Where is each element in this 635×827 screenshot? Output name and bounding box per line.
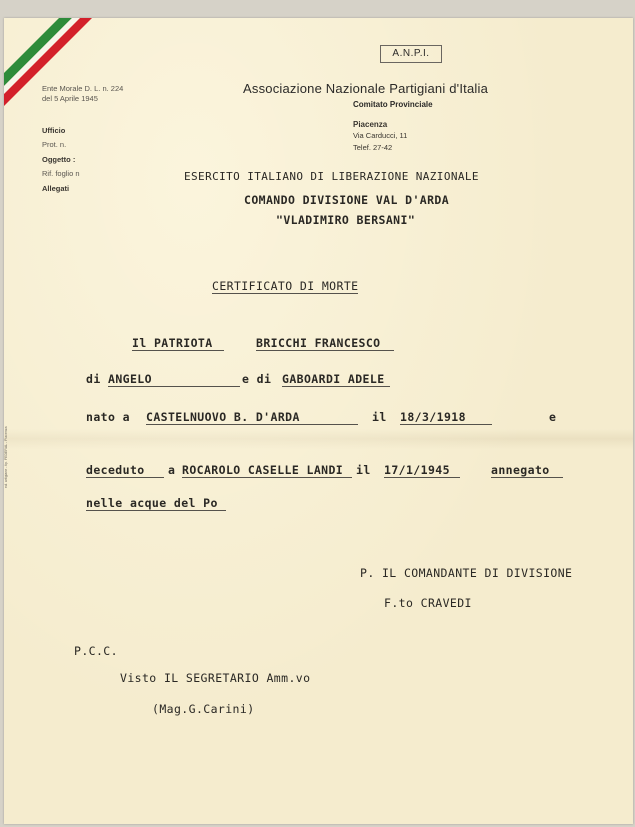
death-cause: annegato bbox=[491, 463, 563, 478]
secretary-name: (Mag.G.Carini) bbox=[152, 702, 255, 716]
association-title: Associazione Nazionale Partigiani d'Italia bbox=[243, 81, 489, 96]
army-header-line: ESERCITO ITALIANO DI LIBERAZIONE NAZIONALE bbox=[184, 170, 479, 183]
certificate-title: CERTIFICATO DI MORTE bbox=[212, 279, 359, 293]
prot-label: Prot. n. bbox=[42, 140, 67, 149]
patriot-label: Il PATRIOTA bbox=[132, 336, 224, 351]
oggetto-label: Oggetto : bbox=[42, 155, 76, 164]
rif-label: Rif. foglio n bbox=[42, 169, 80, 178]
birth-date: 18/3/1918 bbox=[400, 410, 492, 425]
document-page bbox=[4, 18, 633, 824]
division-name-line: "VLADIMIRO BERSANI" bbox=[276, 213, 416, 227]
died-label: deceduto bbox=[86, 463, 164, 478]
father-label: di bbox=[86, 372, 101, 386]
father-name: ANGELO bbox=[108, 372, 240, 387]
city-label: Piacenza bbox=[353, 120, 388, 129]
born-label: nato a bbox=[86, 410, 130, 424]
death-date: 17/1/1945 bbox=[384, 463, 460, 478]
printer-side-text: ed. artigiane - tip. FEDERAL - Piacenza bbox=[4, 426, 8, 488]
ente-line-1: Ente Morale D. L. n. 224 bbox=[42, 84, 124, 93]
ufficio-label: Ufficio bbox=[42, 126, 66, 135]
phone-number: Telef. 27-42 bbox=[353, 143, 393, 152]
street-address: Via Carducci, 11 bbox=[353, 131, 408, 140]
pcc-label: P.C.C. bbox=[74, 644, 118, 658]
death-place: ROCAROLO CASELLE LANDI bbox=[182, 463, 352, 478]
allegati-label: Allegati bbox=[42, 184, 70, 193]
commander-role: P. IL COMANDANTE DI DIVISIONE bbox=[360, 566, 573, 580]
division-header-line: COMANDO DIVISIONE VAL D'ARDA bbox=[244, 193, 450, 207]
birth-date-label: il bbox=[372, 410, 387, 424]
patriot-name: BRICCHI FRANCESCO bbox=[256, 336, 394, 351]
death-place-label: a bbox=[168, 463, 176, 477]
birthplace: CASTELNUOVO B. D'ARDA bbox=[146, 410, 358, 425]
tricolor-corner-ribbon bbox=[4, 18, 104, 118]
mother-label: e di bbox=[242, 372, 272, 386]
ente-line-2: del 5 Aprile 1945 bbox=[42, 94, 98, 103]
anpi-box-label: A.N.P.I. bbox=[380, 45, 442, 63]
secretary-visto: Visto IL SEGRETARIO Amm.vo bbox=[120, 671, 311, 685]
mother-name: GABOARDI ADELE bbox=[282, 372, 390, 387]
and-mark: e bbox=[549, 410, 557, 424]
death-cause-detail: nelle acque del Po bbox=[86, 496, 226, 511]
commander-signature: F.to CRAVEDI bbox=[384, 596, 472, 610]
committee-subtitle: Comitato Provinciale bbox=[353, 100, 433, 109]
death-date-label: il bbox=[356, 463, 371, 477]
